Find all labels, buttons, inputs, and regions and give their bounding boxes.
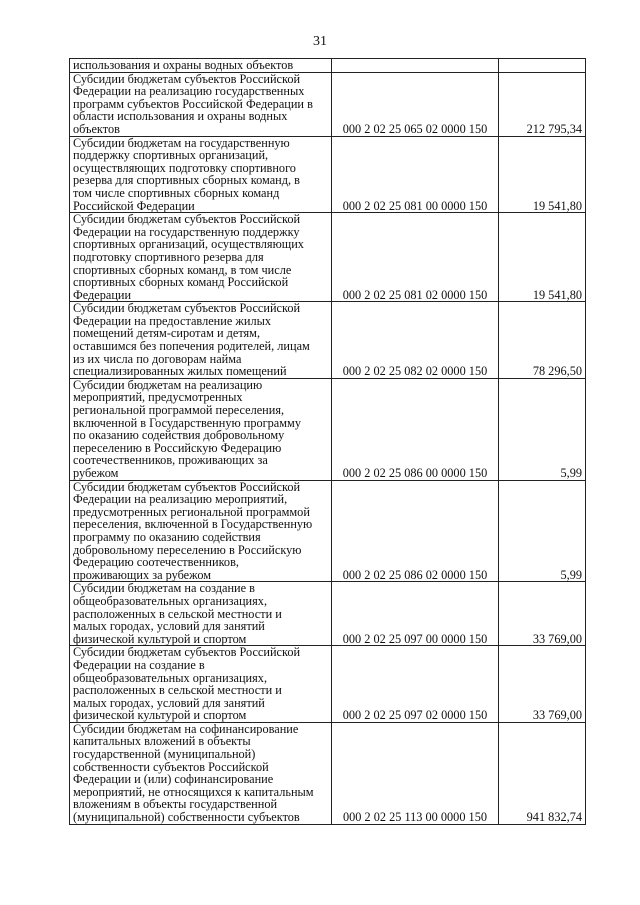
description-line: общеобразовательных организациях, — [73, 593, 268, 608]
row-description — [70, 722, 332, 824]
description-line: подготовку спортивного резерва для — [73, 249, 264, 264]
description-line: Субсидии бюджетам субъектов Российской — [73, 645, 301, 660]
row-budget-code: 000 2 02 25 065 02 0000 150 — [332, 72, 499, 136]
row-description — [70, 480, 332, 582]
table-row — [70, 378, 586, 480]
description-line: по оказанию содействия добровольному — [73, 428, 285, 443]
row-description — [70, 582, 332, 646]
row-amount: 5,99 — [499, 378, 586, 480]
description-line: программу по оказанию содействия — [73, 529, 261, 544]
description-line: Федерацию соотечественников, — [73, 555, 239, 570]
description-line: Федерации на реализацию государственных — [73, 84, 305, 99]
description-line: вложениям в объекты государственной — [73, 797, 278, 812]
description-line: из их числа по договорам найма — [73, 351, 242, 366]
row-amount: 33 769,00 — [499, 646, 586, 723]
row-description — [70, 378, 332, 480]
description-line: региональной программой переселения, — [73, 403, 285, 418]
description-line: Субсидии бюджетам на софинансирование — [73, 721, 299, 736]
description-line: Российской Федерации — [73, 198, 195, 213]
row-budget-code: 000 2 02 25 081 00 0000 150 — [332, 136, 499, 213]
table-row — [70, 72, 586, 136]
table-row — [70, 136, 586, 213]
description-line: соотечественников, проживающих за — [73, 453, 268, 468]
description-line: резерва для спортивных сборных команд, в — [73, 173, 300, 188]
description-line: капитальных вложений в объекты — [73, 734, 251, 749]
description-line: (муниципальной) собственности субъектов — [73, 810, 300, 825]
row-amount: 19 541,80 — [499, 213, 586, 302]
row-description — [70, 302, 332, 379]
description-line: программ субъектов Российской Федерации в — [73, 96, 313, 111]
description-line: спортивных сборных команд Российской — [73, 275, 289, 290]
description-line: малых городах, условий для занятий — [73, 695, 265, 710]
row-budget-code: 000 2 02 25 113 00 0000 150 — [332, 722, 499, 824]
description-line: добровольному переселению в Российскую — [73, 542, 302, 557]
row-budget-code: 000 2 02 25 086 00 0000 150 — [332, 378, 499, 480]
description-line: Субсидии бюджетам субъектов Российской — [73, 479, 301, 494]
description-line: Субсидии бюджетам субъектов Российской — [73, 212, 301, 227]
description-line: включенной в Государственную программу — [73, 415, 301, 430]
description-line: помещений детям-сиротам и детям, — [73, 326, 261, 341]
table-row — [70, 59, 586, 73]
row-amount: 33 769,00 — [499, 582, 586, 646]
row-budget-code: 000 2 02 25 097 00 0000 150 — [332, 582, 499, 646]
row-description — [70, 136, 332, 213]
description-line: предусмотренных региональной программой — [73, 504, 310, 519]
description-line: Федерации на реализацию мероприятий, — [73, 492, 288, 507]
description-line: области использования и охраны водных — [73, 109, 288, 124]
description-line: общеобразовательных организациях, — [73, 670, 268, 685]
description-line: физической культурой и спортом — [73, 708, 247, 723]
description-line: рубежом — [73, 466, 119, 480]
row-description — [70, 213, 332, 302]
description-line: мероприятий, не относящихся к капитальным — [73, 784, 314, 799]
row-budget-code: 000 2 02 25 082 02 0000 150 — [332, 302, 499, 379]
description-line: Федерации на государственную поддержку — [73, 224, 300, 239]
description-line: Субсидии бюджетам на реализацию — [73, 377, 263, 392]
budget-table-body — [70, 59, 586, 825]
description-line: государственной (муниципальной) — [73, 747, 256, 762]
budget-table — [69, 58, 586, 825]
description-line: Федерации — [73, 287, 132, 302]
row-description — [70, 646, 332, 723]
description-line: Федерации и (или) софинансирование — [73, 772, 274, 787]
table-row — [70, 646, 586, 723]
description-line: собственности субъектов Российской — [73, 759, 269, 774]
row-budget-code: 000 2 02 25 086 02 0000 150 — [332, 480, 499, 582]
description-line: физической культурой и спортом — [73, 631, 247, 646]
description-line: том числе спортивных сборных команд — [73, 185, 280, 200]
description-line: Субсидии бюджетам на государственную — [73, 135, 290, 150]
description-line: поддержку спортивных организаций, — [73, 148, 269, 163]
row-budget-code — [332, 59, 499, 73]
description-line: осуществляющих подготовку спортивного — [73, 160, 296, 175]
row-amount: 78 296,50 — [499, 302, 586, 379]
description-line: Субсидии бюджетам субъектов Российской — [73, 301, 301, 316]
description-line: Субсидии бюджетам субъектов Российской — [73, 71, 301, 86]
description-line: спортивных организаций, осуществляющих — [73, 237, 304, 252]
table-row — [70, 302, 586, 379]
table-row — [70, 213, 586, 302]
description-line: специализированных жилых помещений — [73, 364, 287, 379]
row-amount: 5,99 — [499, 480, 586, 582]
row-description — [70, 72, 332, 136]
page-number: 31 — [313, 34, 327, 49]
row-budget-code: 000 2 02 25 081 02 0000 150 — [332, 213, 499, 302]
description-line: оставшимся без попечения родителей, лицам — [73, 339, 310, 354]
row-amount: 19 541,80 — [499, 136, 586, 213]
table-row — [70, 480, 586, 582]
description-line: переселению в Российскую Федерацию — [73, 440, 282, 455]
description-line: малых городах, условий для занятий — [73, 619, 265, 634]
row-budget-code: 000 2 02 25 097 02 0000 150 — [332, 646, 499, 723]
table-row — [70, 582, 586, 646]
description-line: Федерации на предоставление жилых — [73, 313, 271, 328]
description-line: мероприятий, предусмотренных — [73, 390, 243, 405]
description-line: проживающих за рубежом — [73, 567, 212, 582]
row-amount: 212 795,34 — [499, 72, 586, 136]
description-line: переселения, включенной в Государственную — [73, 517, 313, 532]
row-amount: 941 832,74 — [499, 722, 586, 824]
description-line: расположенных в сельской местности и — [73, 606, 282, 621]
row-amount — [499, 59, 586, 73]
row-description — [70, 59, 332, 73]
table-row — [70, 722, 586, 824]
description-line: Субсидии бюджетам на создание в — [73, 581, 255, 596]
description-line: спортивных сборных команд, в том числе — [73, 262, 292, 277]
description-line: расположенных в сельской местности и — [73, 683, 282, 698]
description-line: Федерации на создание в — [73, 657, 205, 672]
description-line: объектов — [73, 121, 120, 136]
description-line: использования и охраны водных объектов — [73, 58, 294, 72]
